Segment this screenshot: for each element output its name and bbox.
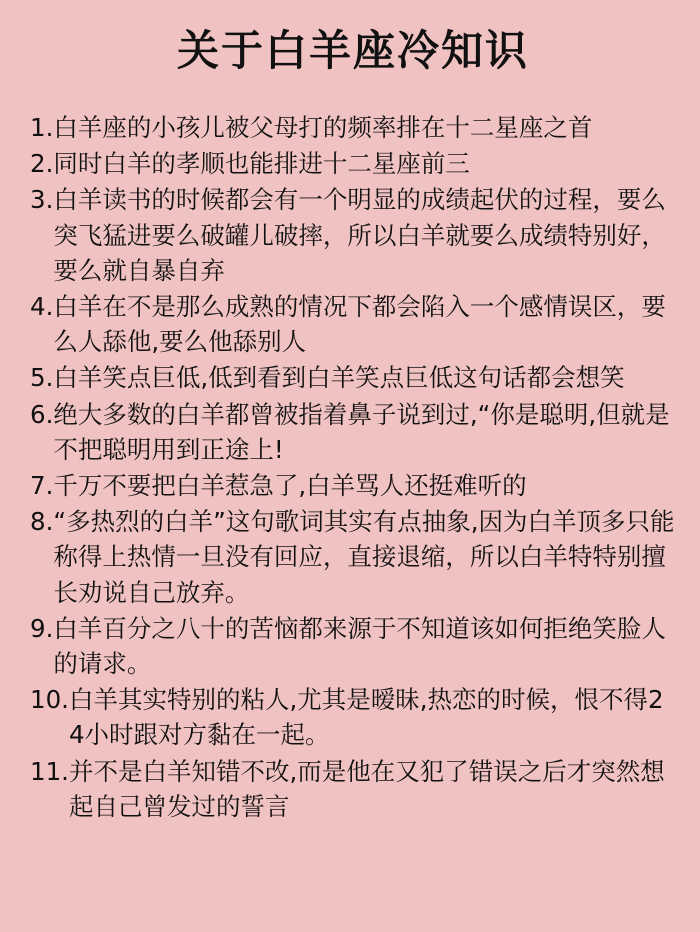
list-item bbox=[30, 504, 676, 610]
item-number: 8. bbox=[30, 507, 54, 537]
item-number: 1. bbox=[30, 113, 54, 142]
list-item bbox=[30, 397, 676, 467]
item-text: “多热烈的白羊”这句歌词其实有点抽象,因为白羊顶多只能称得上热情一旦没有回应，直接退缩，所以白羊特特别擅长劝说自己放弃。 bbox=[53, 507, 675, 607]
list-item bbox=[30, 289, 676, 359]
item-number: 2. bbox=[30, 149, 54, 179]
fact-list bbox=[30, 110, 676, 824]
item-number: 4. bbox=[30, 292, 54, 322]
list-item bbox=[30, 468, 676, 503]
item-text: 白羊座的小孩儿被父母打的频率排在十二星座之首 bbox=[53, 113, 593, 142]
list-item bbox=[30, 754, 676, 824]
list-item bbox=[30, 110, 676, 145]
item-number: 7. bbox=[30, 471, 54, 501]
item-number: 6. bbox=[30, 399, 54, 429]
item-number: 9. bbox=[30, 613, 54, 643]
list-item bbox=[30, 682, 676, 752]
item-text: 绝大多数的白羊都曾被指着鼻子说到过,“你是聪明,但就是不把聪明用到正途上! bbox=[53, 399, 670, 464]
item-number: 3. bbox=[30, 185, 54, 215]
item-text: 同时白羊的孝顺也能排进十二星座前三 bbox=[53, 149, 470, 179]
page-title: 关于白羊座冷知识 bbox=[176, 26, 529, 75]
list-item bbox=[30, 611, 676, 681]
item-text: 白羊在不是那么成熟的情况下都会陷入一个感情误区，要么人舔他,要么他舔别人 bbox=[53, 292, 666, 357]
item-text: 白羊百分之八十的苦恼都来源于不知道该如何拒绝笑脸人的请求。 bbox=[53, 613, 666, 679]
list-item bbox=[30, 182, 676, 288]
list-item bbox=[30, 360, 676, 395]
item-number: 11. bbox=[30, 756, 69, 786]
item-text: 并不是白羊知错不改,而是他在又犯了错误之后才突然想起自己曾发过的誓言 bbox=[68, 756, 665, 821]
item-number: 5. bbox=[30, 363, 54, 393]
item-text: 千万不要把白羊惹急了,白羊骂人还挺难听的 bbox=[53, 471, 527, 501]
item-text: 白羊其实特别的粘人,尤其是暧昧,热恋的时候，恨不得24小时跟对方黏在一起。 bbox=[68, 685, 664, 750]
item-text: 白羊笑点巨低,低到看到白羊笑点巨低这句话都会想笑 bbox=[53, 363, 625, 393]
list-item bbox=[30, 146, 676, 181]
item-number: 10. bbox=[30, 685, 69, 715]
item-text: 白羊读书的时候都会有一个明显的成绩起伏的过程，要么突飞猛进要么破罐儿破摔，所以白羊就要么成绩特别好，要么就自暴自弃 bbox=[53, 185, 666, 285]
